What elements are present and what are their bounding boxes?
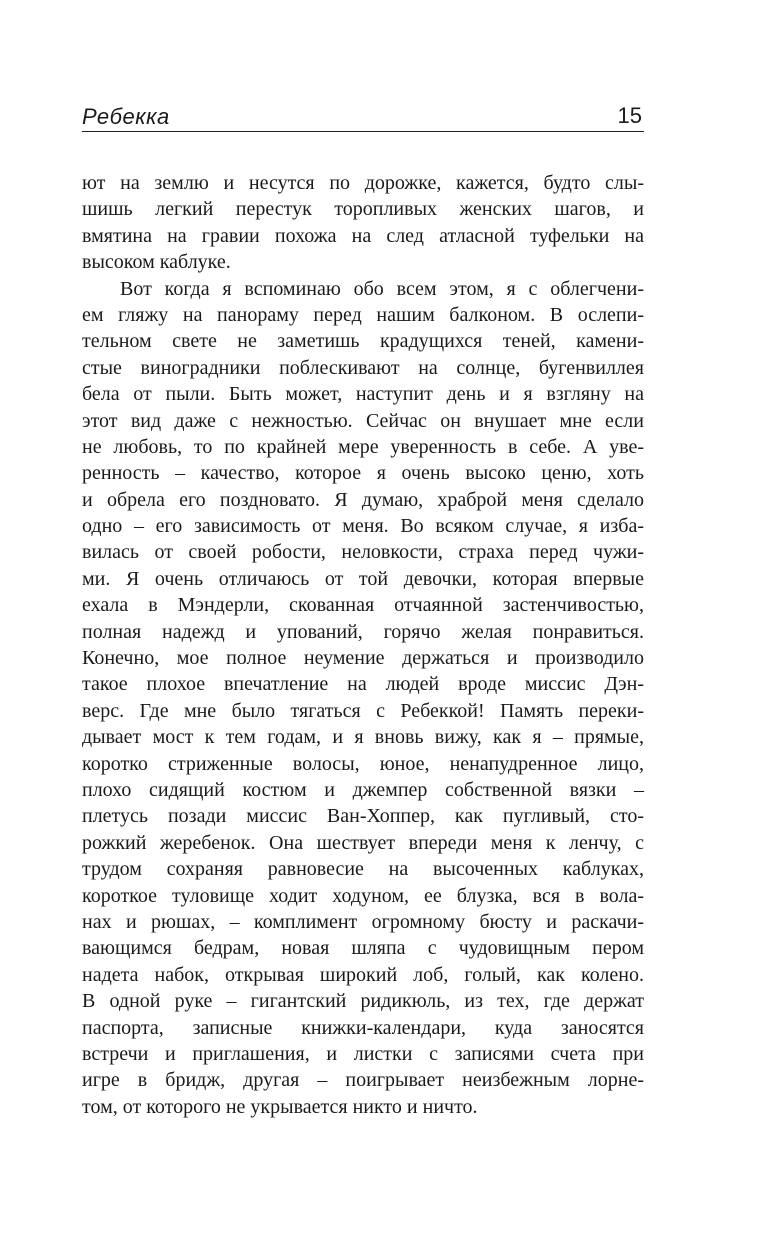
text-line: верс. Где мне было тягаться с Ребеккой! Память переки- [82, 699, 644, 722]
text-line: дывает мост к тем годам, и я вновь вижу, как я – прямые, [82, 726, 644, 749]
text-line: бела от пыли. Быть может, наступит день и я взгляну на [82, 383, 644, 406]
text-line: ехала в Мэндерли, скованная отчаянной застенчивостью, [82, 594, 644, 617]
text-line: такое плохое впечатление на людей вроде миссис Дэн- [82, 673, 644, 696]
text-line: стые виноградники поблескивают на солнце, бугенвиллея [82, 356, 644, 379]
header-rule [82, 131, 644, 132]
text-line: одно – его зависимость от меня. Во всяком случае, я изба- [82, 515, 644, 538]
text-line: паспорта, записные книжки-календари, куда заносятся [82, 1016, 644, 1039]
text-line: Вот когда я вспоминаю обо всем этом, я с облегчени- [120, 277, 644, 300]
text-line: ми. Я очень отличаюсь от той девочки, которая впервые [82, 567, 644, 590]
text-line: В одной руке – гигантский ридикюль, из тех, где держат [82, 990, 644, 1013]
text-line: трудом сохраняя равновесие на высоченных каблуках, [82, 858, 644, 881]
text-line: полная надежд и упований, горячо желая понравиться. [82, 620, 644, 643]
text-line: вилась от своей робости, неловкости, страха перед чужи- [82, 541, 644, 564]
text-line: плетусь позади миссис Ван-Хоппер, как пугливый, сто- [82, 805, 644, 828]
text-line: короткое туловище ходит ходуном, ее блузка, вся в вола- [82, 884, 644, 907]
text-line: нах и рюшах, – комплимент огромному бюсту и раскачи- [82, 910, 644, 933]
text-line: ем гляжу на панораму перед нашим балконом. В ослепи- [82, 303, 644, 326]
text-line: коротко стриженные волосы, юное, ненапудренное лицо, [82, 752, 644, 775]
text-line: высоком каблуке. [82, 251, 231, 274]
text-line: плохо сидящий костюм и джемпер собственной вязки – [82, 778, 644, 801]
book-title: Ребекка [82, 104, 170, 129]
text-line: вмятина на гравии похожа на след атласной туфельки на [82, 224, 644, 247]
text-line: шишь легкий перестук торопливых женских шагов, и [82, 198, 644, 221]
text-line: вающимся бедрам, новая шляпа с чудовищным пером [82, 937, 644, 960]
text-line: ют на землю и несутся по дорожке, кажется, будто слы- [82, 172, 644, 194]
text-line: ренность – качество, которое я очень высоко ценю, хоть [82, 462, 644, 485]
text-line: том, от которого не укрывается никто и ничто. [82, 1095, 478, 1118]
text-line: и обрела его поздновато. Я думаю, храброй меня сделало [82, 488, 644, 511]
text-line: не любовь, то по крайней мере уверенность в себе. А уве- [82, 435, 644, 458]
body-text [82, 170, 644, 1120]
text-line: надета набок, открывая широкий лоб, голый, как колено. [82, 963, 644, 986]
text-line: этот вид даже с нежностью. Сейчас он внушает мне если [82, 409, 644, 432]
running-header [82, 100, 644, 132]
text-line: тельном свете не заметишь крадущихся теней, камени- [82, 330, 644, 353]
text-line: рожкий жеребенок. Она шествует впереди меня к ленчу, с [82, 831, 644, 854]
page-number: 15 [617, 103, 642, 128]
text-line: встречи и приглашения, и листки с записями счета при [82, 1042, 644, 1065]
text-line: игре в бридж, другая – поигрывает неизбежным лорне- [82, 1069, 644, 1092]
text-line: Конечно, мое полное неумение держаться и производило [82, 647, 644, 670]
